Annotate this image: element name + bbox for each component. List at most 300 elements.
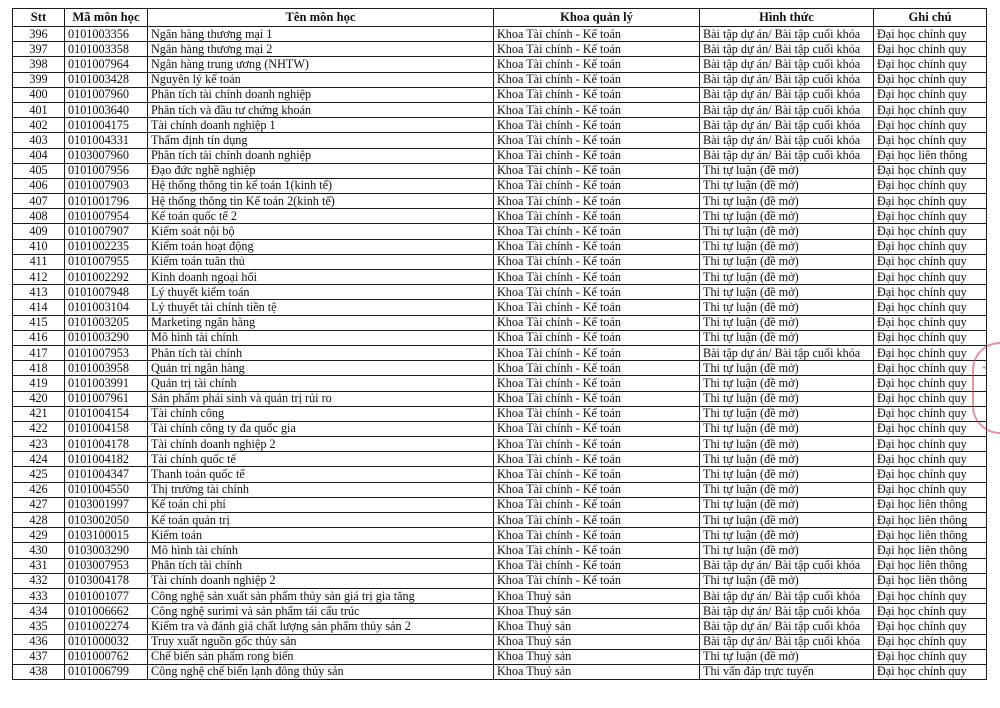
row-course-name: Tài chính doanh nghiệp 1 [148, 118, 494, 133]
row-faculty: Khoa Tài chính - Kế toán [494, 330, 700, 345]
document-page [12, 8, 987, 680]
red-seal-stamp: ✦ [972, 342, 1000, 434]
table-row [13, 452, 987, 467]
row-faculty: Khoa Thuỷ sản [494, 604, 700, 619]
row-faculty: Khoa Tài chính - Kế toán [494, 57, 700, 72]
row-stt: 404 [13, 148, 65, 163]
row-course-name: Thị trường tài chính [148, 482, 494, 497]
row-course-code: 0101002235 [65, 239, 148, 254]
row-stt: 426 [13, 482, 65, 497]
row-course-name: Phân tích tài chính doanh nghiệp [148, 87, 494, 102]
row-note: Đại học chính quy [874, 178, 987, 193]
row-course-code: 0101002292 [65, 270, 148, 285]
row-course-code: 0103002050 [65, 513, 148, 528]
table-row [13, 558, 987, 573]
table-row [13, 300, 987, 315]
row-note: Đại học liên thông [874, 528, 987, 543]
row-stt: 425 [13, 467, 65, 482]
row-faculty: Khoa Tài chính - Kế toán [494, 391, 700, 406]
row-faculty: Khoa Tài chính - Kế toán [494, 178, 700, 193]
row-note: Đại học chính quy [874, 87, 987, 102]
row-exam-format: Thi tự luận (đề mở) [700, 649, 874, 664]
row-exam-format: Thi tự luận (đề mở) [700, 543, 874, 558]
row-note: Đại học liên thông [874, 497, 987, 512]
row-course-code: 0101002274 [65, 619, 148, 634]
table-row [13, 634, 987, 649]
row-course-name: Phân tích và đầu tư chứng khoán [148, 102, 494, 117]
row-course-code: 0103007960 [65, 148, 148, 163]
row-faculty: Khoa Tài chính - Kế toán [494, 513, 700, 528]
row-course-name: Kiểm soát nội bộ [148, 224, 494, 239]
row-stt: 402 [13, 118, 65, 133]
table-row [13, 87, 987, 102]
row-note: Đại học chính quy [874, 619, 987, 634]
row-course-name: Kiểm toán tuân thủ [148, 254, 494, 269]
row-exam-format: Bài tập dự án/ Bài tập cuối khóa [700, 619, 874, 634]
row-note: Đại học chính quy [874, 376, 987, 391]
row-stt: 406 [13, 178, 65, 193]
row-course-code: 0101003205 [65, 315, 148, 330]
row-note: Đại học liên thông [874, 148, 987, 163]
row-course-code: 0101006662 [65, 604, 148, 619]
row-course-code: 0101004178 [65, 437, 148, 452]
table-row [13, 361, 987, 376]
row-faculty: Khoa Tài chính - Kế toán [494, 87, 700, 102]
header-course-code: Mã môn học [65, 9, 148, 27]
table-row [13, 482, 987, 497]
row-course-code: 0101004158 [65, 421, 148, 436]
row-course-code: 0101007956 [65, 163, 148, 178]
row-note: Đại học chính quy [874, 604, 987, 619]
row-note: Đại học chính quy [874, 239, 987, 254]
table-row [13, 391, 987, 406]
row-exam-format: Bài tập dự án/ Bài tập cuối khóa [700, 604, 874, 619]
row-note: Đại học liên thông [874, 543, 987, 558]
row-stt: 432 [13, 573, 65, 588]
row-faculty: Khoa Tài chính - Kế toán [494, 315, 700, 330]
row-faculty: Khoa Thuỷ sản [494, 634, 700, 649]
row-course-code: 0101007948 [65, 285, 148, 300]
row-note: Đại học chính quy [874, 102, 987, 117]
row-course-name: Công nghệ surimi và sản phẩm tái cấu trúc [148, 604, 494, 619]
row-stt: 396 [13, 27, 65, 42]
row-exam-format: Thi tự luận (đề mở) [700, 497, 874, 512]
row-faculty: Khoa Tài chính - Kế toán [494, 163, 700, 178]
row-stt: 435 [13, 619, 65, 634]
row-note: Đại học chính quy [874, 163, 987, 178]
row-note: Đại học chính quy [874, 437, 987, 452]
row-course-code: 0101003428 [65, 72, 148, 87]
row-note: Đại học liên thông [874, 513, 987, 528]
row-course-name: Mô hình tài chính [148, 330, 494, 345]
row-note: Đại học chính quy [874, 133, 987, 148]
row-exam-format: Bài tập dự án/ Bài tập cuối khóa [700, 27, 874, 42]
row-course-code: 0103003290 [65, 543, 148, 558]
row-note: Đại học chính quy [874, 421, 987, 436]
row-faculty: Khoa Tài chính - Kế toán [494, 148, 700, 163]
row-exam-format: Thi tự luận (đề mở) [700, 482, 874, 497]
row-stt: 437 [13, 649, 65, 664]
row-stt: 412 [13, 270, 65, 285]
row-faculty: Khoa Tài chính - Kế toán [494, 482, 700, 497]
table-row [13, 528, 987, 543]
row-note: Đại học chính quy [874, 42, 987, 57]
row-exam-format: Thi tự luận (đề mở) [700, 452, 874, 467]
table-row [13, 254, 987, 269]
row-faculty: Khoa Thuỷ sản [494, 619, 700, 634]
row-stt: 419 [13, 376, 65, 391]
row-note: Đại học chính quy [874, 270, 987, 285]
row-exam-format: Thi tự luận (đề mở) [700, 194, 874, 209]
row-exam-format: Bài tập dự án/ Bài tập cuối khóa [700, 72, 874, 87]
row-note: Đại học chính quy [874, 315, 987, 330]
row-course-name: Tài chính công [148, 406, 494, 421]
row-course-name: Thẩm định tín dụng [148, 133, 494, 148]
row-faculty: Khoa Tài chính - Kế toán [494, 421, 700, 436]
table-row [13, 224, 987, 239]
row-exam-format: Thi tự luận (đề mở) [700, 239, 874, 254]
row-stt: 417 [13, 345, 65, 360]
row-course-name: Tài chính quốc tế [148, 452, 494, 467]
row-course-code: 0101003356 [65, 27, 148, 42]
row-note: Đại học chính quy [874, 224, 987, 239]
row-note: Đại học chính quy [874, 649, 987, 664]
row-course-name: Kiểm toán [148, 528, 494, 543]
header-faculty: Khoa quản lý [494, 9, 700, 27]
table-row [13, 163, 987, 178]
row-course-code: 0101007903 [65, 178, 148, 193]
row-course-code: 0101001077 [65, 588, 148, 603]
table-row [13, 239, 987, 254]
row-exam-format: Bài tập dự án/ Bài tập cuối khóa [700, 558, 874, 573]
table-row [13, 497, 987, 512]
row-course-code: 0101007955 [65, 254, 148, 269]
row-exam-format: Thi tự luận (đề mở) [700, 224, 874, 239]
row-course-code: 0101004550 [65, 482, 148, 497]
table-row [13, 467, 987, 482]
row-course-name: Marketing ngân hàng [148, 315, 494, 330]
row-course-name: Nguyên lý kế toán [148, 72, 494, 87]
row-exam-format: Thi tự luận (đề mở) [700, 528, 874, 543]
row-exam-format: Bài tập dự án/ Bài tập cuối khóa [700, 133, 874, 148]
row-note: Đại học chính quy [874, 27, 987, 42]
row-course-code: 0101007953 [65, 345, 148, 360]
row-course-name: Phân tích tài chính doanh nghiệp [148, 148, 494, 163]
row-stt: 436 [13, 634, 65, 649]
row-stt: 429 [13, 528, 65, 543]
row-faculty: Khoa Tài chính - Kế toán [494, 528, 700, 543]
row-course-name: Ngân hàng thương mại 1 [148, 27, 494, 42]
row-course-code: 0103007953 [65, 558, 148, 573]
row-stt: 407 [13, 194, 65, 209]
table-row [13, 619, 987, 634]
row-note: Đại học chính quy [874, 482, 987, 497]
table-row [13, 72, 987, 87]
row-exam-format: Thi tự luận (đề mở) [700, 376, 874, 391]
row-course-code: 0103001997 [65, 497, 148, 512]
row-course-name: Kiểm toán hoạt động [148, 239, 494, 254]
row-course-code: 0101003358 [65, 42, 148, 57]
row-course-code: 0101007954 [65, 209, 148, 224]
row-faculty: Khoa Tài chính - Kế toán [494, 467, 700, 482]
row-exam-format: Bài tập dự án/ Bài tập cuối khóa [700, 57, 874, 72]
row-course-code: 0103100015 [65, 528, 148, 543]
row-course-name: Kế toán quản trị [148, 513, 494, 528]
table-row [13, 376, 987, 391]
row-course-name: Ngân hàng trung ương (NHTW) [148, 57, 494, 72]
row-course-code: 0101007961 [65, 391, 148, 406]
row-note: Đại học chính quy [874, 391, 987, 406]
row-stt: 400 [13, 87, 65, 102]
row-faculty: Khoa Tài chính - Kế toán [494, 194, 700, 209]
row-course-name: Hệ thống thông tin Kế toán 2(kinh tế) [148, 194, 494, 209]
row-course-name: Kiểm tra và đánh giá chất lượng sản phẩm thủy sản 2 [148, 619, 494, 634]
row-stt: 422 [13, 421, 65, 436]
row-course-code: 0101007960 [65, 87, 148, 102]
row-stt: 421 [13, 406, 65, 421]
row-course-code: 0101004182 [65, 452, 148, 467]
row-exam-format: Bài tập dự án/ Bài tập cuối khóa [700, 87, 874, 102]
row-stt: 405 [13, 163, 65, 178]
course-table [12, 8, 987, 680]
row-note: Đại học chính quy [874, 209, 987, 224]
table-row [13, 270, 987, 285]
table-row [13, 148, 987, 163]
table-row [13, 421, 987, 436]
row-exam-format: Thi tự luận (đề mở) [700, 406, 874, 421]
table-row [13, 27, 987, 42]
row-faculty: Khoa Tài chính - Kế toán [494, 543, 700, 558]
table-row [13, 315, 987, 330]
row-course-name: Tài chính công ty đa quốc gia [148, 421, 494, 436]
row-course-name: Lý thuyết tài chính tiền tệ [148, 300, 494, 315]
table-row [13, 57, 987, 72]
row-faculty: Khoa Thuỷ sản [494, 588, 700, 603]
row-course-code: 0101003958 [65, 361, 148, 376]
row-note: Đại học chính quy [874, 118, 987, 133]
row-exam-format: Bài tập dự án/ Bài tập cuối khóa [700, 345, 874, 360]
row-course-name: Truy xuất nguồn gốc thủy sản [148, 634, 494, 649]
row-course-name: Kế toán chi phí [148, 497, 494, 512]
row-faculty: Khoa Tài chính - Kế toán [494, 209, 700, 224]
row-faculty: Khoa Tài chính - Kế toán [494, 254, 700, 269]
row-exam-format: Thi tự luận (đề mở) [700, 270, 874, 285]
row-faculty: Khoa Tài chính - Kế toán [494, 239, 700, 254]
table-row [13, 345, 987, 360]
row-faculty: Khoa Tài chính - Kế toán [494, 573, 700, 588]
row-note: Đại học chính quy [874, 452, 987, 467]
row-stt: 420 [13, 391, 65, 406]
table-row [13, 437, 987, 452]
row-stt: 415 [13, 315, 65, 330]
row-course-name: Sản phẩm phái sinh và quản trị rủi ro [148, 391, 494, 406]
row-course-code: 0101003104 [65, 300, 148, 315]
row-stt: 424 [13, 452, 65, 467]
row-exam-format: Thi vấn đáp trực tuyến [700, 664, 874, 679]
row-course-code: 0101003640 [65, 102, 148, 117]
row-exam-format: Thi tự luận (đề mở) [700, 209, 874, 224]
row-stt: 397 [13, 42, 65, 57]
row-exam-format: Bài tập dự án/ Bài tập cuối khóa [700, 148, 874, 163]
row-course-name: Hệ thống thông tin kế toán 1(kinh tế) [148, 178, 494, 193]
row-faculty: Khoa Tài chính - Kế toán [494, 300, 700, 315]
row-exam-format: Thi tự luận (đề mở) [700, 254, 874, 269]
row-exam-format: Thi tự luận (đề mở) [700, 391, 874, 406]
row-faculty: Khoa Tài chính - Kế toán [494, 270, 700, 285]
row-faculty: Khoa Tài chính - Kế toán [494, 224, 700, 239]
table-row [13, 406, 987, 421]
table-row [13, 649, 987, 664]
row-note: Đại học chính quy [874, 254, 987, 269]
row-stt: 410 [13, 239, 65, 254]
row-faculty: Khoa Tài chính - Kế toán [494, 497, 700, 512]
row-faculty: Khoa Tài chính - Kế toán [494, 102, 700, 117]
row-faculty: Khoa Tài chính - Kế toán [494, 452, 700, 467]
row-note: Đại học chính quy [874, 300, 987, 315]
table-row [13, 513, 987, 528]
row-course-code: 0101007964 [65, 57, 148, 72]
row-exam-format: Thi tự luận (đề mở) [700, 315, 874, 330]
row-note: Đại học chính quy [874, 57, 987, 72]
row-course-code: 0101006799 [65, 664, 148, 679]
row-course-name: Mô hình tài chính [148, 543, 494, 558]
row-course-name: Tài chính doanh nghiệp 2 [148, 437, 494, 452]
row-course-code: 0101004154 [65, 406, 148, 421]
row-stt: 399 [13, 72, 65, 87]
row-exam-format: Thi tự luận (đề mở) [700, 178, 874, 193]
row-stt: 413 [13, 285, 65, 300]
row-stt: 403 [13, 133, 65, 148]
row-note: Đại học chính quy [874, 194, 987, 209]
row-course-code: 0101007907 [65, 224, 148, 239]
table-row [13, 543, 987, 558]
row-stt: 414 [13, 300, 65, 315]
row-course-code: 0101000762 [65, 649, 148, 664]
row-faculty: Khoa Tài chính - Kế toán [494, 345, 700, 360]
row-course-name: Kinh doanh ngoại hối [148, 270, 494, 285]
row-exam-format: Thi tự luận (đề mở) [700, 330, 874, 345]
row-exam-format: Bài tập dự án/ Bài tập cuối khóa [700, 634, 874, 649]
row-course-code: 0101003991 [65, 376, 148, 391]
row-exam-format: Thi tự luận (đề mở) [700, 437, 874, 452]
row-faculty: Khoa Tài chính - Kế toán [494, 72, 700, 87]
row-course-code: 0103004178 [65, 573, 148, 588]
row-stt: 428 [13, 513, 65, 528]
row-exam-format: Thi tự luận (đề mở) [700, 513, 874, 528]
row-course-name: Thanh toán quốc tế [148, 467, 494, 482]
row-stt: 438 [13, 664, 65, 679]
row-course-code: 0101004347 [65, 467, 148, 482]
row-note: Đại học chính quy [874, 634, 987, 649]
row-note: Đại học chính quy [874, 664, 987, 679]
row-note: Đại học liên thông [874, 573, 987, 588]
header-note: Ghi chú [874, 9, 987, 27]
row-course-code: 0101000032 [65, 634, 148, 649]
row-note: Đại học chính quy [874, 285, 987, 300]
row-exam-format: Thi tự luận (đề mở) [700, 285, 874, 300]
row-stt: 411 [13, 254, 65, 269]
row-note: Đại học chính quy [874, 467, 987, 482]
table-row [13, 209, 987, 224]
row-course-name: Quản trị tài chính [148, 376, 494, 391]
row-course-name: Lý thuyết kiểm toán [148, 285, 494, 300]
row-stt: 398 [13, 57, 65, 72]
table-row [13, 664, 987, 679]
row-course-name: Công nghệ sản xuất sản phẩm thủy sản giá trị gia tăng [148, 588, 494, 603]
row-course-name: Chế biến sản phẩm rong biển [148, 649, 494, 664]
row-note: Đại học chính quy [874, 345, 987, 360]
row-course-code: 0101003290 [65, 330, 148, 345]
row-note: Đại học liên thông [874, 558, 987, 573]
row-note: Đại học chính quy [874, 72, 987, 87]
row-faculty: Khoa Tài chính - Kế toán [494, 437, 700, 452]
row-course-name: Phân tích tài chính [148, 558, 494, 573]
row-course-name: Ngân hàng thương mại 2 [148, 42, 494, 57]
table-row [13, 102, 987, 117]
row-exam-format: Bài tập dự án/ Bài tập cuối khóa [700, 118, 874, 133]
row-stt: 427 [13, 497, 65, 512]
table-row [13, 42, 987, 57]
row-stt: 416 [13, 330, 65, 345]
row-exam-format: Bài tập dự án/ Bài tập cuối khóa [700, 102, 874, 117]
row-faculty: Khoa Tài chính - Kế toán [494, 42, 700, 57]
row-faculty: Khoa Thuỷ sản [494, 664, 700, 679]
row-faculty: Khoa Tài chính - Kế toán [494, 406, 700, 421]
row-stt: 430 [13, 543, 65, 558]
table-row [13, 588, 987, 603]
table-row [13, 194, 987, 209]
row-faculty: Khoa Tài chính - Kế toán [494, 376, 700, 391]
row-note: Đại học chính quy [874, 406, 987, 421]
row-faculty: Khoa Tài chính - Kế toán [494, 558, 700, 573]
row-course-name: Tài chính doanh nghiệp 2 [148, 573, 494, 588]
table-row [13, 330, 987, 345]
row-faculty: Khoa Tài chính - Kế toán [494, 133, 700, 148]
row-course-code: 0101004331 [65, 133, 148, 148]
row-exam-format: Thi tự luận (đề mở) [700, 573, 874, 588]
row-note: Đại học chính quy [874, 588, 987, 603]
row-stt: 431 [13, 558, 65, 573]
table-row [13, 118, 987, 133]
row-exam-format: Thi tự luận (đề mở) [700, 361, 874, 376]
header-exam-format: Hình thức [700, 9, 874, 27]
table-header-row [13, 9, 987, 27]
row-course-code: 0101004175 [65, 118, 148, 133]
table-row [13, 133, 987, 148]
row-exam-format: Thi tự luận (đề mở) [700, 300, 874, 315]
row-exam-format: Thi tự luận (đề mở) [700, 467, 874, 482]
row-stt: 408 [13, 209, 65, 224]
table-row [13, 285, 987, 300]
row-exam-format: Bài tập dự án/ Bài tập cuối khóa [700, 588, 874, 603]
row-stt: 434 [13, 604, 65, 619]
row-exam-format: Bài tập dự án/ Bài tập cuối khóa [700, 42, 874, 57]
row-stt: 418 [13, 361, 65, 376]
row-faculty: Khoa Tài chính - Kế toán [494, 361, 700, 376]
row-exam-format: Thi tự luận (đề mở) [700, 421, 874, 436]
row-course-name: Kế toán quốc tế 2 [148, 209, 494, 224]
table-row [13, 604, 987, 619]
table-row [13, 573, 987, 588]
row-faculty: Khoa Tài chính - Kế toán [494, 118, 700, 133]
row-course-name: Phân tích tài chính [148, 345, 494, 360]
table-row [13, 178, 987, 193]
row-note: Đại học chính quy [874, 361, 987, 376]
row-course-code: 0101001796 [65, 194, 148, 209]
header-stt: Stt [13, 9, 65, 27]
table-body [13, 27, 987, 680]
row-stt: 401 [13, 102, 65, 117]
